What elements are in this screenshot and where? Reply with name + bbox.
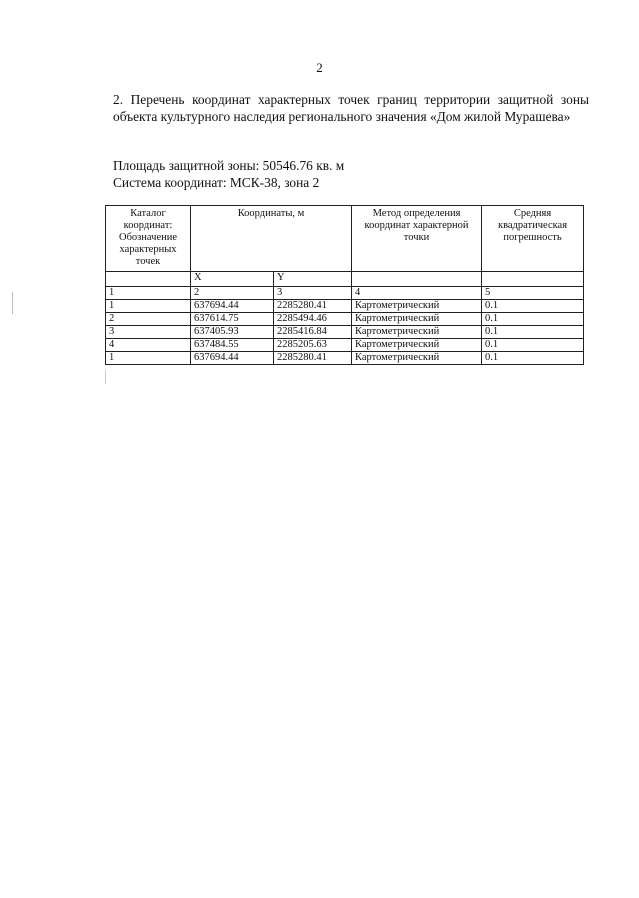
scan-margin-mark xyxy=(105,370,106,384)
coordinates-table xyxy=(105,205,584,365)
method: Картометрический xyxy=(352,326,482,339)
error: 0.1 xyxy=(482,313,584,326)
table-row xyxy=(106,300,584,313)
column-number: 1 xyxy=(106,287,191,300)
coord-x: 637484.55 xyxy=(191,339,274,352)
point-id: 4 xyxy=(106,339,191,352)
coord-y: 2285416.84 xyxy=(274,326,352,339)
subheader-empty xyxy=(482,272,584,287)
table-header-row xyxy=(106,206,584,272)
point-id: 1 xyxy=(106,352,191,365)
column-number: 4 xyxy=(352,287,482,300)
method: Картометрический xyxy=(352,313,482,326)
column-number: 5 xyxy=(482,287,584,300)
table-subheader-row xyxy=(106,272,584,287)
method: Картометрический xyxy=(352,300,482,313)
error: 0.1 xyxy=(482,352,584,365)
subheader-empty xyxy=(106,272,191,287)
header-error: Средняя квадратическая погрешность xyxy=(482,206,584,272)
header-catalog: Каталог координат: Обозначение характерных точек xyxy=(106,206,191,272)
table-row xyxy=(106,352,584,365)
coord-x: 637694.44 xyxy=(191,352,274,365)
scan-margin-mark xyxy=(12,292,13,314)
point-id: 2 xyxy=(106,313,191,326)
point-id: 1 xyxy=(106,300,191,313)
coordinate-system: Система координат: МСК-38, зона 2 xyxy=(113,175,320,190)
subheader-empty xyxy=(352,272,482,287)
point-id: 3 xyxy=(106,326,191,339)
error: 0.1 xyxy=(482,326,584,339)
error: 0.1 xyxy=(482,339,584,352)
header-coordinates: Координаты, м xyxy=(191,206,352,272)
column-number: 3 xyxy=(274,287,352,300)
subheader-x: X xyxy=(191,272,274,287)
table-row xyxy=(106,339,584,352)
column-number: 2 xyxy=(191,287,274,300)
protection-zone-area: Площадь защитной зоны: 50546.76 кв. м xyxy=(113,158,345,173)
method: Картометрический xyxy=(352,352,482,365)
coord-x: 637405.93 xyxy=(191,326,274,339)
method: Картометрический xyxy=(352,339,482,352)
table-row xyxy=(106,326,584,339)
column-number-row xyxy=(106,287,584,300)
subheader-y: Y xyxy=(274,272,352,287)
coord-y: 2285280.41 xyxy=(274,300,352,313)
coord-y: 2285205.63 xyxy=(274,339,352,352)
header-method: Метод определения координат характерной точки xyxy=(352,206,482,272)
error: 0.1 xyxy=(482,300,584,313)
table-row xyxy=(106,313,584,326)
coord-x: 637614.75 xyxy=(191,313,274,326)
coord-y: 2285494.46 xyxy=(274,313,352,326)
section-title: 2. Перечень координат характерных точек границ территории защитной зоны объекта культурного наследия регионального значения «Дом жилой Мурашева» xyxy=(113,92,589,124)
coord-x: 637694.44 xyxy=(191,300,274,313)
coord-y: 2285280.41 xyxy=(274,352,352,365)
page-number: 2 xyxy=(316,60,323,75)
